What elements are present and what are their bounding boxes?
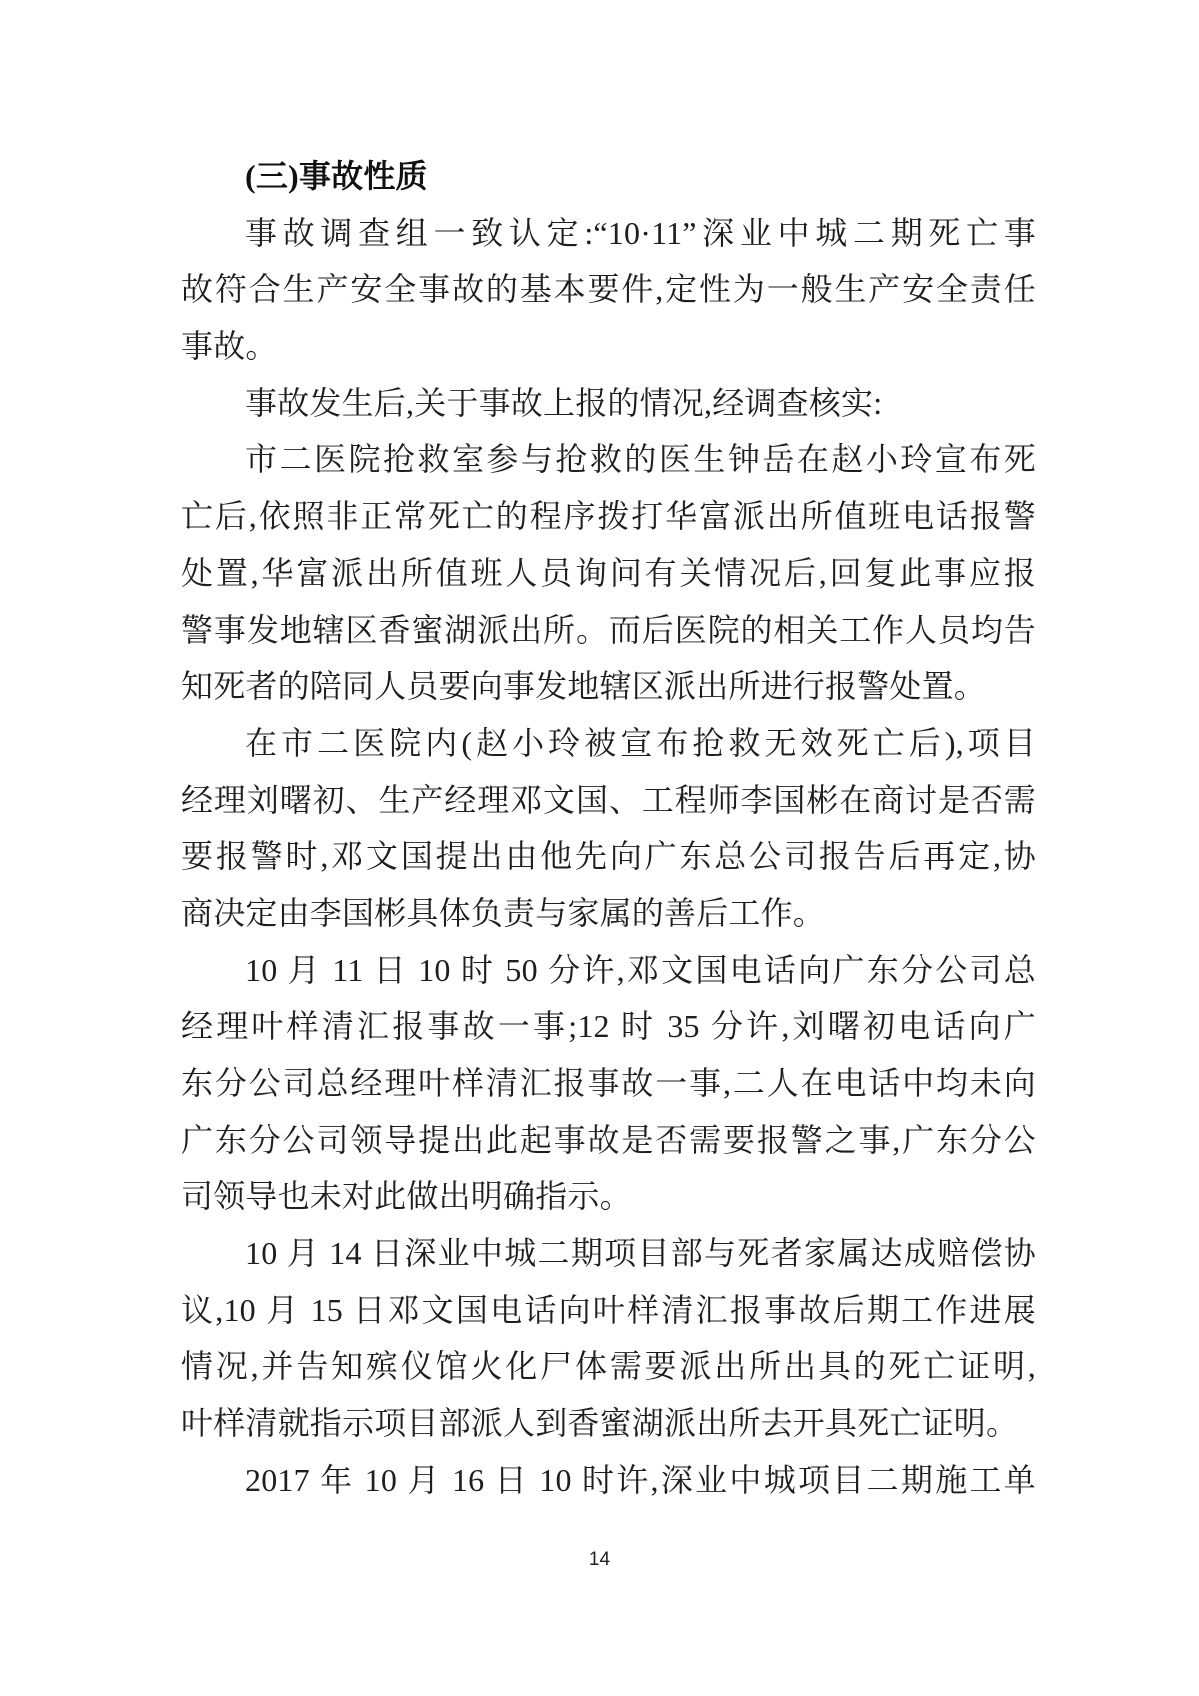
text-line: 警事发地辖区香蜜湖派出所。而后医院的相关工作人员均告 bbox=[181, 611, 1036, 648]
text-line: 商决定由李国彬具体负责与家属的善后工作。 bbox=[181, 894, 826, 931]
text-line: 经理叶样清汇报事故一事;12 时 35 分许,刘曙初电话向广 bbox=[181, 1008, 1036, 1045]
text-line: 要报警时,邓文国提出由他先向广东总公司报告后再定,协 bbox=[181, 838, 1036, 875]
text-line: 市二医院抢救室参与抢救的医生钟岳在赵小玲宣布死 bbox=[245, 441, 1036, 478]
section-heading: (三)事故性质 bbox=[245, 158, 428, 194]
text-line: 故符合生产安全事故的基本要件,定性为一般生产安全责任 bbox=[181, 271, 1036, 308]
text-line: 情况,并告知殡仪馆火化尸体需要派出所出具的死亡证明, bbox=[181, 1348, 1036, 1385]
text-line: 司领导也未对此做出明确指示。 bbox=[181, 1178, 632, 1215]
text-line: 处置,华富派出所值班人员询问有关情况后,回复此事应报 bbox=[181, 554, 1036, 591]
text-line: 议,10 月 15 日邓文国电话向叶样清汇报事故后期工作进展 bbox=[181, 1291, 1036, 1328]
text-line: 事故发生后,关于事故上报的情况,经调查核实: bbox=[245, 384, 883, 421]
text-line: 经理刘曙初、生产经理邓文国、工程师李国彬在商讨是否需 bbox=[181, 781, 1036, 818]
text-line: 知死者的陪同人员要向事发地辖区派出所进行报警处置。 bbox=[181, 668, 987, 705]
text-line: 10 月 11 日 10 时 50 分许,邓文国电话向广东分公司总 bbox=[245, 951, 1036, 988]
document-body bbox=[181, 148, 1036, 1509]
text-line: 在市二医院内(赵小玲被宣布抢救无效死亡后),项目 bbox=[245, 724, 1036, 761]
text-line: 2017 年 10 月 16 日 10 时许,深业中城项目二期施工单 bbox=[245, 1461, 1036, 1498]
text-line: 10 月 14 日深业中城二期项目部与死者家属达成赔偿协 bbox=[245, 1235, 1036, 1272]
text-line: 亡后,依照非正常死亡的程序拨打华富派出所值班电话报警 bbox=[181, 498, 1036, 535]
text-line: 事故。 bbox=[181, 328, 278, 365]
page-number: 14 bbox=[588, 1549, 611, 1570]
text-line: 东分公司总经理叶样清汇报事故一事,二人在电话中均未向 bbox=[181, 1065, 1036, 1101]
text-line: 叶样清就指示项目部派人到香蜜湖派出所去开具死亡证明。 bbox=[181, 1405, 1019, 1442]
text-line: 事故调查组一致认定:“10·11”深业中城二期死亡事 bbox=[245, 214, 1036, 251]
text-line: 广东分公司领导提出此起事故是否需要报警之事,广东分公 bbox=[181, 1121, 1036, 1158]
